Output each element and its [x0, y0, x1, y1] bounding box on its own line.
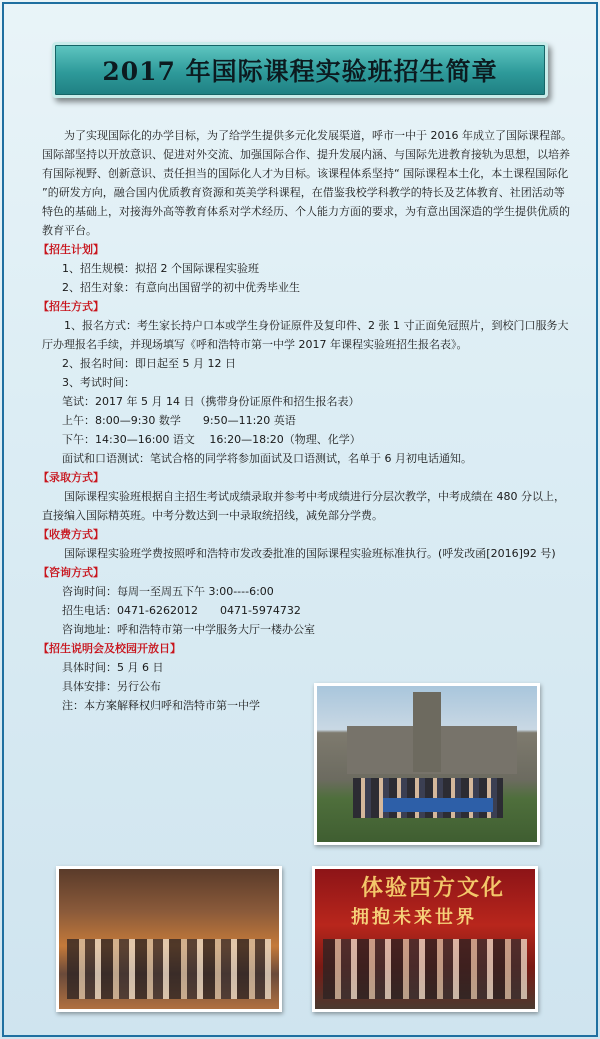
- admission-text: 国际课程实验班根据自主招生考试成绩录取并参考中考成绩进行分层次教学，中考成绩在 480 分以上，直接编入国际精英班。中考分数达到一中录取统招线，减免部分学费。: [42, 490, 565, 522]
- method-line: 面试和口语测试：笔试合格的同学将参加面试及口语测试，名单于 6 月初电话通知。: [62, 452, 472, 465]
- consult-line: 咨询时间：每周一至周五下午 3:00----6:00: [62, 585, 274, 598]
- banner-shape: [383, 798, 493, 812]
- fees-text: 国际课程实验班学费按照呼和浩特市发改委批准的国际课程实验班标准执行。(呼发改函[2016]92 号): [64, 547, 556, 560]
- method-item-1: 1、报名方式：考生家长持户口本或学生身份证原件及复印件、2 张 1 寸正面免冠照片，到校门口服务大厅办理报名手续，并现场填写《呼和浩特市第一中学 2017 年课程实验班招生报名表》。: [42, 319, 569, 351]
- plan-line: 2、招生对象：有意向出国留学的初中优秀毕业生: [62, 281, 300, 294]
- plan-line: 1、招生规模：拟招 2 个国际课程实验班: [62, 262, 259, 275]
- method-line: 2、报名时间：即日起至 5 月 12 日: [62, 357, 236, 370]
- title-banner: [52, 42, 548, 98]
- culture-event-photo: [312, 866, 538, 1012]
- intro-paragraph: 为了实现国际化的办学目标，为了给学生提供多元化发展渠道，呼市一中于 2016 年成立了国际课程部。国际部坚持以开放意识、促进对外交流、加强国际合作、提升发展内涵、与国际先进教育接轨为思想，以培养有国际视野、创新意识、责任担当的国际化人才为目标。该课程体系坚持“ 国际课程本土化，本土课程国际化 ”的研发方向，融合国内优质教育资源和英美学科课程，在借鉴我校学科教学的特长及艺体教育、社团活动等特色的基础上，对接海外高等教育体系对学术经历、个人能力方面的要求，为有意出国深造的学生提供优质的教育平台。: [42, 129, 572, 237]
- section-heading-admission: 【录取方式】: [38, 471, 104, 484]
- people-shape: [67, 939, 271, 999]
- method-line: 上午：8:00—9:30 数学 9:50—11:20 英语: [62, 414, 296, 427]
- consult-line: 招生电话：0471-6262012 0471-5974732: [62, 604, 301, 617]
- section-heading-plan: 【招生计划】: [38, 243, 104, 256]
- openday-line: 具体时间：5 月 6 日: [62, 661, 164, 674]
- openday-line: 注：本方案解释权归呼和浩特市第一中学: [62, 699, 260, 712]
- article-body: [38, 126, 574, 715]
- method-line: 下午：14:30—16:00 语文 16:20—18:20（物理、化学）: [62, 433, 361, 446]
- consult-line: 咨询地址：呼和浩特市第一中学服务大厅一楼办公室: [62, 623, 315, 636]
- culture-banner-title: 体验西方文化: [361, 876, 506, 901]
- campus-group-photo: [314, 683, 540, 845]
- method-line: 笔试：2017 年 5 月 14 日（携带身份证原件和招生报名表）: [62, 395, 360, 408]
- section-heading-consult: 【咨询方式】: [38, 566, 104, 579]
- people-shape: [323, 939, 527, 999]
- section-heading-fees: 【收费方式】: [38, 528, 104, 541]
- openday-line: 具体安排：另行公布: [62, 680, 161, 693]
- section-heading-openday: 【招生说明会及校园开放日】: [38, 642, 181, 655]
- page-title: 2017 年国际课程实验班招生简章: [102, 57, 498, 86]
- culture-banner-subtitle: 拥抱未来世界: [351, 907, 477, 928]
- section-heading-method: 【招生方式】: [38, 300, 104, 313]
- method-line: 3、考试时间：: [62, 376, 135, 389]
- event-group-photo: [56, 866, 282, 1012]
- tower-shape: [413, 692, 441, 772]
